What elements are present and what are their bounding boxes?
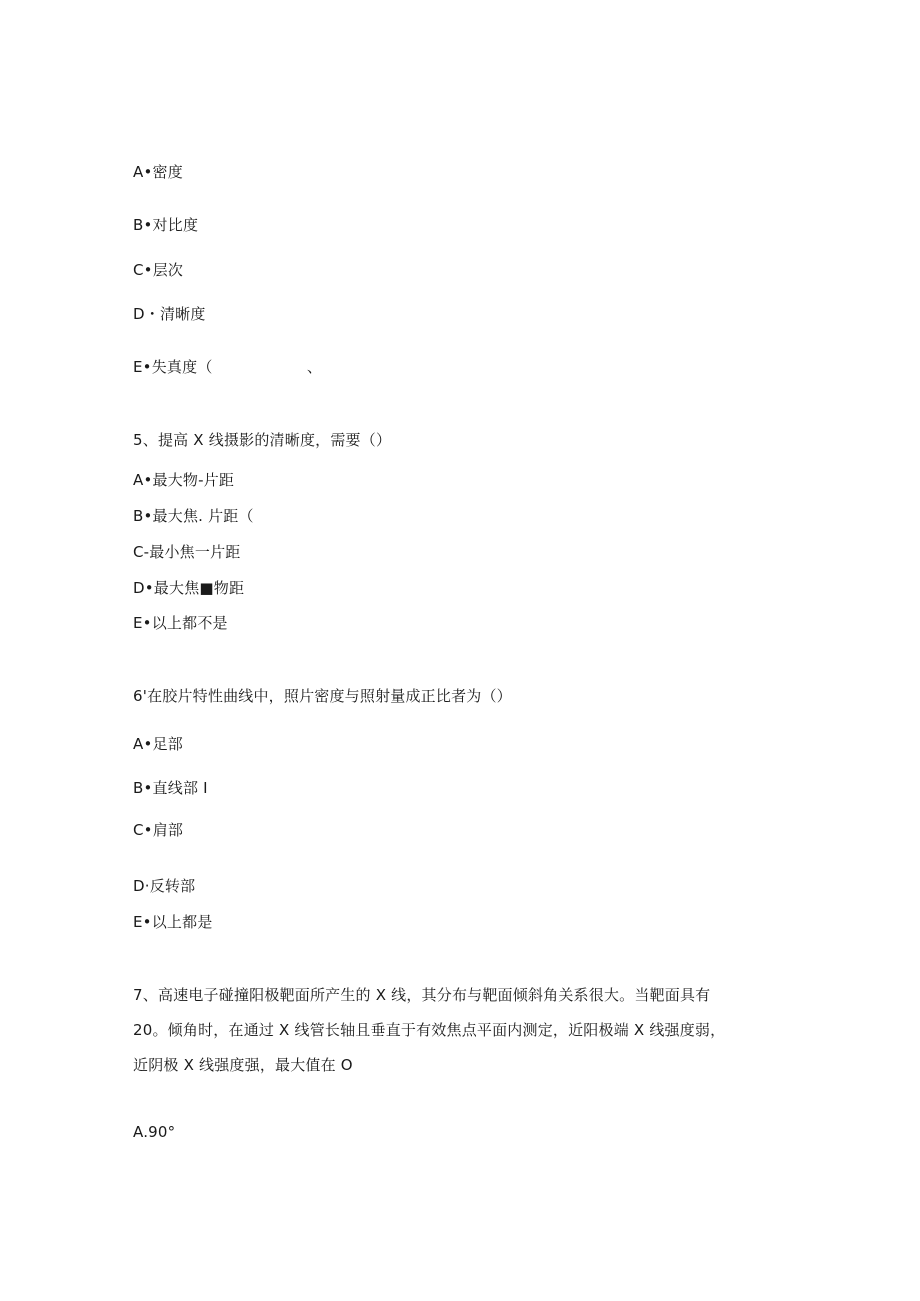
q6-option-a: A•足部 <box>133 735 183 753</box>
q4-option-e: E•失真度（ 、 <box>133 358 323 376</box>
q5-option-a: A•最大物-片距 <box>133 471 235 489</box>
q5-option-e: E•以上都不是 <box>133 614 228 632</box>
q6-stem: 6'在胶片特性曲线中，照片密度与照射量成正比者为（） <box>133 687 512 705</box>
q7-stem-line-1: 7、高速电子碰撞阳极靶面所产生的 X 线，其分布与靶面倾斜角关系很大。当靶面具有 <box>133 986 711 1004</box>
q5-option-b: B•最大焦. 片距（ <box>133 507 254 525</box>
q4-option-a: A•密度 <box>133 163 183 181</box>
q4-option-b: B•对比度 <box>133 216 199 234</box>
q6-option-c: C•肩部 <box>133 821 184 839</box>
q5-option-c: C-最小焦一片距 <box>133 543 241 561</box>
q6-option-e: E•以上都是 <box>133 913 213 931</box>
q7-stem-line-2: 20。倾角时，在通过 X 线管长轴且垂直于有效焦点平面内测定，近阳极端 X 线强度弱， <box>133 1021 726 1039</box>
q5-option-d: D•最大焦■物距 <box>133 579 245 597</box>
q6-option-b: B•直线部 I <box>133 779 208 797</box>
q4-option-d: D・清晰度 <box>133 305 206 323</box>
q7-stem-line-3: 近阴极 X 线强度强，最大值在 O <box>133 1056 353 1074</box>
q6-option-d: D·反转部 <box>133 877 196 895</box>
q5-stem: 5、提高 X 线摄影的清晰度，需要（） <box>133 431 392 449</box>
q7-option-a: A.90° <box>133 1123 176 1141</box>
q4-option-c: C•层次 <box>133 261 184 279</box>
